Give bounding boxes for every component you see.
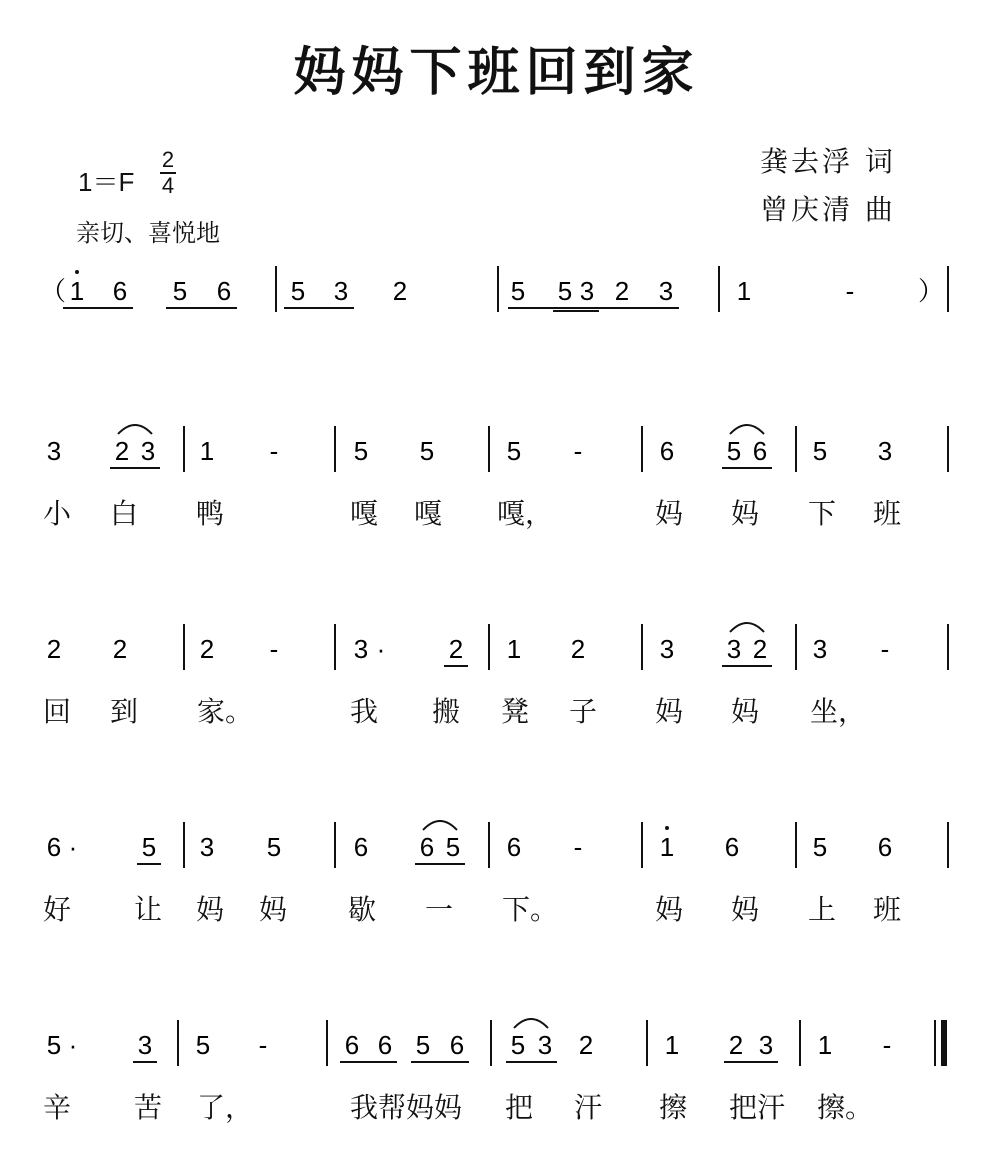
slur <box>423 821 457 830</box>
note: 6 <box>353 832 369 862</box>
lyric: 妈 <box>730 893 760 926</box>
lyric: 凳 <box>500 695 530 728</box>
note: 3 <box>140 436 156 466</box>
note: 2 <box>46 634 62 664</box>
lyric: 苦 <box>133 1091 163 1124</box>
note: 5 <box>557 276 573 306</box>
lyrics-line-4 <box>0 1086 993 1126</box>
intro-close-paren: ） <box>918 276 945 306</box>
note: 5 <box>506 436 522 466</box>
lyric: 下 <box>807 497 837 530</box>
lyric: 白 <box>109 497 139 530</box>
lyric: 嘎， <box>496 497 554 530</box>
lyric: 我帮妈妈 <box>349 1091 463 1124</box>
lyric: 把 <box>504 1091 534 1124</box>
note: 2 <box>392 276 408 306</box>
dash: - <box>882 1030 892 1060</box>
composer-credit: 曾庆清 曲 <box>760 193 896 226</box>
note: 1 <box>736 276 752 306</box>
note: 3 <box>659 634 675 664</box>
note: 1 <box>664 1030 680 1060</box>
lyric: 下。 <box>501 893 559 926</box>
lyric: 妈 <box>654 893 684 926</box>
lyric: 子 <box>568 695 598 728</box>
note: 3 <box>137 1030 153 1060</box>
lyric: 班 <box>872 893 902 926</box>
dash: - <box>880 634 890 664</box>
note: 5 <box>415 1030 431 1060</box>
note: 6 <box>449 1030 465 1060</box>
score-row-2 <box>0 618 993 678</box>
note: 3 <box>579 276 595 306</box>
lyric: 擦。 <box>816 1091 874 1124</box>
dash: - <box>258 1030 268 1060</box>
note: 2 <box>114 436 130 466</box>
lyric: 嘎 <box>413 497 443 530</box>
note: 5 <box>726 436 742 466</box>
time-signature-top: 2 <box>161 147 175 172</box>
note: 3 <box>46 436 62 466</box>
lyric: 妈 <box>258 893 288 926</box>
dash: - <box>573 436 583 466</box>
slur <box>118 425 152 434</box>
lyric: 上 <box>807 893 837 926</box>
intro-open-paren: （ <box>40 276 67 306</box>
note: 6 <box>344 1030 360 1060</box>
augmentation-dot: · <box>68 832 78 862</box>
lyric: 一 <box>424 893 454 926</box>
note: 6 <box>877 832 893 862</box>
note: 2 <box>728 1030 744 1060</box>
song-title: 妈妈下班回到家 <box>293 42 700 103</box>
note <box>660 826 674 862</box>
augmentation-dot: · <box>68 1030 78 1060</box>
note: 1 <box>199 436 215 466</box>
note: 3 <box>658 276 674 306</box>
lyric: 辛 <box>42 1091 72 1124</box>
lyric: 回 <box>42 695 72 728</box>
augmentation-dot: · <box>376 634 386 664</box>
lyric: 让 <box>133 893 163 926</box>
final-barline-thick <box>941 1020 947 1066</box>
high-octave-dot <box>665 826 669 830</box>
note: 5 <box>195 1030 211 1060</box>
lyric: 妈 <box>730 497 760 530</box>
lyric: 我 <box>349 695 379 728</box>
note: 6 <box>752 436 768 466</box>
note: 5 <box>445 832 461 862</box>
note: 6 <box>46 832 62 862</box>
time-signature-bottom: 4 <box>161 173 175 198</box>
note: 2 <box>752 634 768 664</box>
lyric: 擦 <box>658 1091 688 1124</box>
lyric: 班 <box>872 497 902 530</box>
note: 3 <box>353 634 369 664</box>
note: 6 <box>419 832 435 862</box>
note: 6 <box>724 832 740 862</box>
score-row-1 <box>0 420 993 480</box>
lyrics-line-1 <box>0 492 993 532</box>
note: 3 <box>812 634 828 664</box>
lyric: 妈 <box>730 695 760 728</box>
note: 3 <box>333 276 349 306</box>
note: 3 <box>877 436 893 466</box>
note <box>70 270 84 306</box>
slur <box>730 623 764 632</box>
note: 6 <box>216 276 232 306</box>
note: 5 <box>812 832 828 862</box>
note: 5 <box>510 1030 526 1060</box>
lyric: 小 <box>42 497 72 530</box>
note: 5 <box>510 276 526 306</box>
note: 3 <box>758 1030 774 1060</box>
lyric: 把汗 <box>728 1091 786 1124</box>
score-row-4 <box>0 1014 993 1074</box>
dash: - <box>845 276 855 306</box>
lyrics-line-3 <box>0 888 993 928</box>
note: 2 <box>112 634 128 664</box>
svg-text:1: 1 <box>659 832 675 862</box>
note: 3 <box>726 634 742 664</box>
note: 5 <box>46 1030 62 1060</box>
score-row-intro <box>0 262 993 322</box>
note: 6 <box>659 436 675 466</box>
lyric: 了， <box>196 1091 254 1124</box>
note: 2 <box>614 276 630 306</box>
note: 2 <box>578 1030 594 1060</box>
lyric: 好 <box>42 893 72 926</box>
high-octave-dot <box>75 270 79 274</box>
note: 2 <box>570 634 586 664</box>
note: 2 <box>199 634 215 664</box>
lyric: 坐， <box>809 695 867 728</box>
note: 3 <box>199 832 215 862</box>
note: 1 <box>506 634 522 664</box>
lyrics-line-2 <box>0 690 993 730</box>
slur <box>730 425 764 434</box>
time-signature <box>158 148 178 198</box>
lyric: 到 <box>109 695 139 728</box>
tempo-marking: 亲切、喜悦地 <box>76 220 220 247</box>
lyric: 家。 <box>196 695 254 728</box>
note: 6 <box>506 832 522 862</box>
lyric: 搬 <box>431 695 461 728</box>
note: 5 <box>353 436 369 466</box>
dash: - <box>573 832 583 862</box>
lyric: 妈 <box>654 497 684 530</box>
slur <box>514 1019 548 1028</box>
score-row-3 <box>0 816 993 876</box>
lyric: 妈 <box>195 893 225 926</box>
note: 3 <box>537 1030 553 1060</box>
lyric: 嘎 <box>349 497 379 530</box>
lyric: 汗 <box>573 1091 603 1124</box>
note: 6 <box>112 276 128 306</box>
key-signature: 1＝F <box>78 167 135 197</box>
lyricist-credit: 龚去浮 词 <box>760 145 896 178</box>
note: 5 <box>266 832 282 862</box>
note: 5 <box>812 436 828 466</box>
dash: - <box>269 436 279 466</box>
svg-text:1: 1 <box>69 276 85 306</box>
note: 5 <box>419 436 435 466</box>
lyric: 鸭 <box>195 497 225 530</box>
note: 1 <box>817 1030 833 1060</box>
note: 5 <box>172 276 188 306</box>
note: 5 <box>290 276 306 306</box>
note: 2 <box>448 634 464 664</box>
dash: - <box>269 634 279 664</box>
lyric: 歇 <box>347 893 377 926</box>
note: 6 <box>377 1030 393 1060</box>
lyric: 妈 <box>654 695 684 728</box>
note: 5 <box>141 832 157 862</box>
